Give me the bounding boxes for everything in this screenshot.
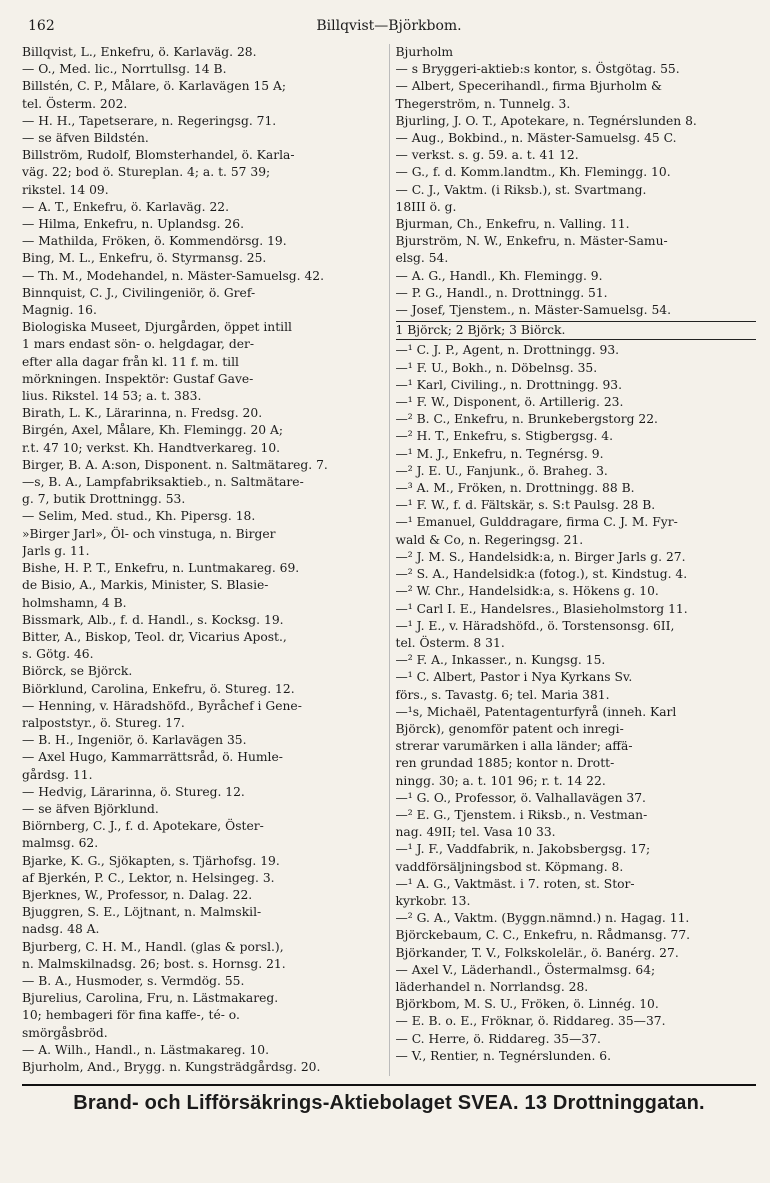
directory-entry: —¹ F. W., f. d. Fältskär, s. S:t Paulsg. 28 B. [395,498,656,513]
directory-entry: —¹ F. W., Disponent, ö. Artillerig. 23. [395,395,624,410]
directory-entry: Billqvist, L., Enkefru, ö. Karlaväg. 28. [22,45,257,59]
directory-entry: — G., f. d. Komm.landtm., Kh. Flemingg. 10. [395,165,671,180]
directory-entry: Bjarke, K. G., Sjökapten, s. Tjärhofsg. 19. [22,853,280,868]
directory-entry: gårdsg. 11. [22,767,93,782]
directory-entry: — E. B. o. E., Fröknar, ö. Riddareg. 35—37. [395,1014,666,1029]
directory-entry: wald & Co, n. Regeringsg. 21. [395,532,584,547]
directory-entry: ralpoststyr., ö. Stureg. 17. [22,715,185,730]
directory-entry: mörkningen. Inspektör: Gustaf Gave- [22,371,254,386]
directory-entry: Björkbom, M. S. U., Fröken, ö. Linnég. 10. [395,997,659,1012]
directory-entry: Binnquist, C. J., Civilingeniör, ö. Gref- [22,285,256,300]
directory-entry: —² G. A., Vaktm. (Byggn.nämnd.) n. Hagag. 11. [395,911,690,926]
directory-entry: Biörnberg, C. J., f. d. Apotekare, Öster- [22,819,264,834]
directory-entry: r.t. 47 10; verkst. Kh. Handtverkareg. 10. [22,440,281,455]
directory-entry: —s, B. A., Lampfabriksaktieb., n. Saltmätare- [22,475,304,490]
directory-entry: — A. G., Handl., Kh. Flemingg. 9. [395,268,603,283]
directory-entry: kyrkobr. 13. [395,893,471,908]
directory-entry: Bishe, H. P. T., Enkefru, n. Luntmakareg. 69. [22,561,300,576]
directory-entry: —¹s, Michaël, Patentagenturfyrå (inneh. Karl [395,704,677,719]
directory-entry: Billström, Rudolf, Blomsterhandel, ö. Karla- [22,148,295,163]
directory-entry: efter alla dagar från kl. 11 f. m. till [22,354,239,369]
directory-entry: — H. H., Tapetserare, n. Regeringsg. 71. [22,113,277,128]
directory-entry: Birgén, Axel, Målare, Kh. Flemingg. 20 A; [22,423,284,438]
directory-entry: —¹ Carl I. E., Handelsres., Blasieholmstorg 11. [395,601,688,616]
directory-entry: Magnig. 16. [22,303,97,318]
directory-entry: — C. J., Vaktm. (i Riksb.), st. Svartmang. [395,182,647,197]
directory-entry: 1 mars endast sön- o. helgdagar, der- [22,337,255,352]
directory-entry: —² F. A., Inkasser., n. Kungsg. 15. [395,653,606,668]
directory-entry: af Bjerkén, P. C., Lektor, n. Helsingeg. 3. [22,870,275,885]
directory-entry: — Hedvig, Lärarinna, ö. Stureg. 12. [22,784,245,799]
directory-entry: elsg. 54. [395,251,449,266]
directory-entry: —¹ G. O., Professor, ö. Valhallavägen 37. [395,790,646,805]
directory-entry: — Axel V., Läderhandl., Östermalmsg. 64; [395,962,656,977]
directory-entry: —² H. T., Enkefru, s. Stigbergsg. 4. [395,429,614,444]
directory-entry: — B. H., Ingeniör, ö. Karlavägen 35. [22,733,247,748]
directory-entry: — Albert, Specerihandl., firma Bjurholm & [395,79,662,94]
directory-entry: Bjurling, J. O. T., Apotekare, n. Tegnérslunden 8. [395,113,697,128]
directory-entry: — verkst. s. g. 59. a. t. 41 12. [395,148,579,163]
directory-entry: Billstén, C. P., Målare, ö. Karlavägen 15 A; [22,79,287,94]
directory-entry: 1 Björck; 2 Björk; 3 Biörck. [396,321,757,340]
columns [22,44,756,1076]
directory-entry: förs., s. Tavastg. 6; tel. Maria 381. [395,687,610,702]
directory-entry: —¹ M. J., Enkefru, n. Tegnérsg. 9. [395,446,604,461]
page-header [22,18,756,44]
directory-entry: Bitter, A., Biskop, Teol. dr, Vicarius Apost., [22,629,287,644]
directory-entry: väg. 22; bod ö. Stureplan. 4; a. t. 57 39; [22,165,271,180]
directory-entry: — se äfven Bildstén. [22,131,149,146]
directory-entry: Björkander, T. V., Folkskolelär., ö. Banérg. 27. [395,945,679,960]
directory-entry: Bjurholm, And., Brygg. n. Kungsträdgårdsg. 20. [22,1059,321,1074]
directory-entry: vaddförsäljningsbod st. Köpmang. 8. [395,859,624,874]
directory-entry: Thegerström, n. Tunnelg. 3. [395,96,571,111]
directory-entry: —¹ Karl, Civiling., n. Drottningg. 93. [395,377,623,392]
directory-entry: — Axel Hugo, Kammarrättsråd, ö. Humle- [22,750,283,765]
directory-entry: — V., Rentier, n. Tegnérslunden. 6. [395,1048,612,1063]
directory-entry: holmshamn, 4 B. [22,595,127,610]
directory-entry: — Mathilda, Fröken, ö. Kommendörsg. 19. [22,234,287,249]
directory-entry: nag. 49II; tel. Vasa 10 33. [395,825,556,840]
directory-entry: — Henning, v. Häradshöfd., Byråchef i Gene- [22,698,302,713]
directory-entry: de Bisio, A., Markis, Minister, S. Blasie- [22,578,269,593]
directory-entry: Björckebaum, C. C., Enkefru, n. Rådmansg. 77. [395,928,691,943]
directory-entry: —² B. C., Enkefru, n. Brunkebergstorg 22. [395,412,658,427]
directory-entry: smörgåsbröd. [22,1025,108,1040]
directory-entry: — se äfven Björklund. [22,801,159,816]
directory-entry: Bjurman, Ch., Enkefru, n. Valling. 11. [395,217,630,232]
directory-entry: — Selim, Med. stud., Kh. Pipersg. 18. [22,509,256,524]
directory-entry: Bissmark, Alb., f. d. Handl., s. Kocksg. 19. [22,612,284,627]
directory-entry: Birger, B. A. A:son, Disponent. n. Saltmätareg. 7. [22,457,328,472]
directory-entry: Bjurström, N. W., Enkefru, n. Mäster-Samu- [395,234,668,249]
page-number: 162 [28,18,55,34]
right-column [390,44,757,1076]
directory-entry: — s Bryggeri-aktieb:s kontor, s. Östgötag. 55. [395,62,680,77]
directory-entry: Biörck, se Björck. [22,664,133,679]
directory-entry: Biologiska Museet, Djurgården, öppet intill [22,320,292,335]
running-title: Billqvist—Björkbom. [316,18,462,34]
directory-entry: —² J. E. U., Fanjunk., ö. Braheg. 3. [395,463,608,478]
directory-entry: — Hilma, Enkefru, n. Uplandsg. 26. [22,217,244,232]
directory-entry: —² J. M. S., Handelsidk:a, n. Birger Jarls g. 27. [395,549,686,564]
directory-entry: — A. T., Enkefru, ö. Karlaväg. 22. [22,199,230,214]
directory-entry: —¹ C. Albert, Pastor i Nya Kyrkans Sv. [395,670,633,685]
directory-entry: Bing, M. L., Enkefru, ö. Styrmansg. 25. [22,251,267,266]
directory-entry: tel. Österm. 8 31. [395,635,505,650]
directory-entry: ningg. 30; a. t. 101 96; r. t. 14 22. [395,773,606,788]
directory-entry: s. Götg. 46. [22,647,94,662]
directory-entry: — B. A., Husmoder, s. Vermdög. 55. [22,973,245,988]
directory-entry: —² S. A., Handelsidk:a (fotog.), st. Kindstug. 4. [395,567,688,582]
directory-entry: rikstel. 14 09. [22,182,109,197]
directory-entry: —² E. G., Tjenstem. i Riksb., n. Vestman- [395,807,648,822]
directory-entry: — Th. M., Modehandel, n. Mäster-Samuelsg. 42. [22,268,325,283]
left-column [22,44,390,1076]
directory-entry: —¹ J. E., v. Häradshöfd., ö. Torstensonsg. 6II, [395,618,675,633]
directory-entry: — O., Med. lic., Norrtullsg. 14 B. [22,62,227,77]
directory-entry: ren grundad 1885; kontor n. Drott- [395,756,615,771]
directory-entry: Birath, L. K., Lärarinna, n. Fredsg. 20. [22,406,263,421]
directory-entry: —¹ F. U., Bokh., n. Döbelnsg. 35. [395,360,598,375]
directory-entry: 10; hembageri för fina kaffe-, té- o. [22,1008,240,1023]
directory-entry: Bjurelius, Carolina, Fru, n. Lästmakareg. [22,991,279,1006]
directory-entry: Bjurholm [395,45,454,59]
directory-entry: 18III ö. g. [395,199,457,214]
directory-entry: n. Malmskilnadsg. 26; bost. s. Hornsg. 21. [22,956,286,971]
directory-entry: Björck), genomför patent och inregi- [395,721,624,736]
directory-entry: nadsg. 48 A. [22,922,100,937]
directory-entry: — Josef, Tjenstem., n. Mäster-Samuelsg. 54. [395,303,672,318]
directory-entry: —² W. Chr., Handelsidk:a, s. Hökens g. 10. [395,584,659,599]
directory-entry: —¹ C. J. P., Agent, n. Drottningg. 93. [395,343,620,358]
directory-entry: Biörklund, Carolina, Enkefru, ö. Stureg. 12. [22,681,295,696]
directory-entry: Jarls g. 11. [22,543,90,558]
directory-entry: Bjerknes, W., Professor, n. Dalag. 22. [22,887,253,902]
footer-advert: Brand- och Lifförsäkrings-Aktiebolaget SVEA. 13 Drottninggatan. [22,1084,756,1115]
directory-entry: Bjuggren, S. E., Löjtnant, n. Malmskil- [22,905,262,920]
directory-entry: »Birger Jarl», Öl- och vinstuga, n. Birger [22,526,276,541]
directory-entry: —¹ J. F., Vaddfabrik, n. Jakobsbergsg. 17; [395,842,651,857]
directory-entry: — Aug., Bokbind., n. Mäster-Samuelsg. 45 C. [395,131,677,146]
directory-entry: läderhandel n. Norrlandsg. 28. [395,979,589,994]
directory-entry: —³ A. M., Fröken, n. Drottningg. 88 B. [395,481,635,496]
directory-entry: —¹ Emanuel, Gulddragare, firma C. J. M. Fyr- [395,515,678,530]
directory-entry: — P. G., Handl., n. Drottningg. 51. [395,285,608,300]
directory-entry: —¹ A. G., Vaktmäst. i 7. roten, st. Stor- [395,876,635,891]
directory-entry: — C. Herre, ö. Riddareg. 35—37. [395,1031,601,1046]
directory-entry: g. 7, butik Drottningg. 53. [22,492,186,507]
directory-entry: — A. Wilh., Handl., n. Lästmakareg. 10. [22,1042,270,1057]
directory-entry: strerar varumärken i alla länder; affä- [395,739,633,754]
directory-entry: malmsg. 62. [22,836,99,851]
directory-entry: Bjurberg, C. H. M., Handl. (glas & porsl.), [22,939,284,954]
directory-entry: tel. Österm. 202. [22,96,128,111]
directory-entry: lius. Rikstel. 14 53; a. t. 383. [22,389,202,404]
